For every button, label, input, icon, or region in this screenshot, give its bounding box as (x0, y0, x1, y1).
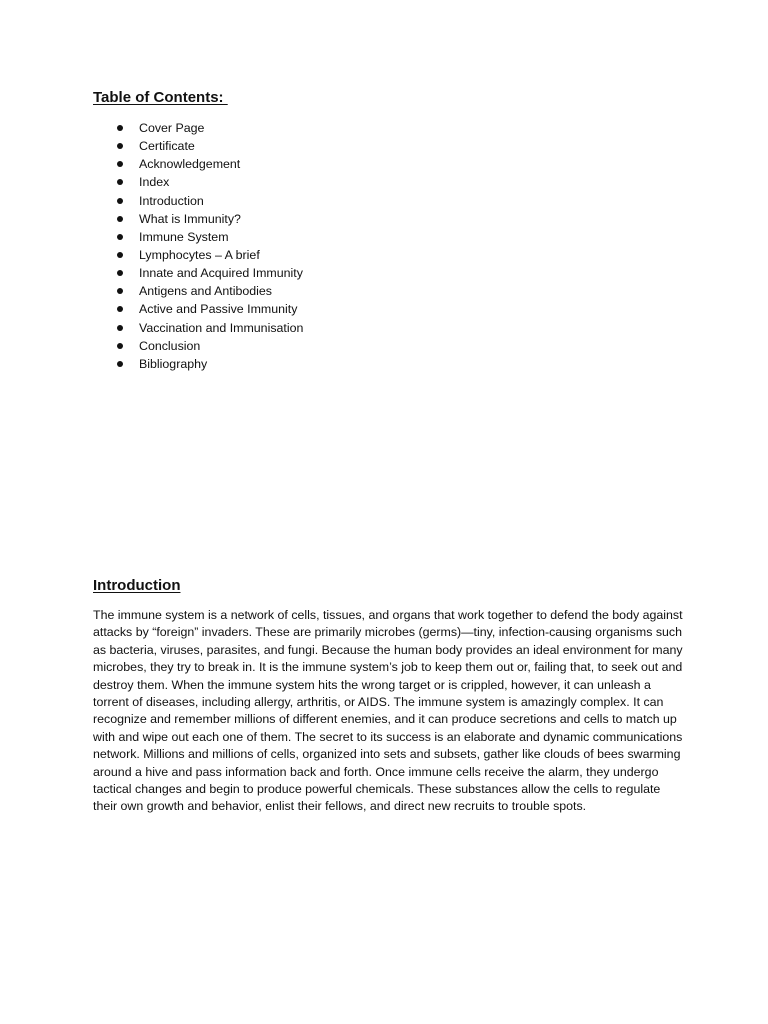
toc-item-label: What is Immunity? (139, 211, 241, 226)
toc-item-label: Introduction (139, 193, 204, 208)
toc-item-label: Vaccination and Immunisation (139, 320, 304, 335)
bullet-icon (117, 125, 123, 131)
toc-item-label: Lymphocytes – A brief (139, 247, 260, 262)
bullet-icon (117, 216, 123, 222)
toc-item-label: Antigens and Antibodies (139, 284, 272, 299)
introduction-heading: Introduction (93, 577, 181, 594)
bullet-icon (117, 270, 123, 276)
bullet-icon (117, 143, 123, 149)
bullet-icon (117, 161, 123, 167)
bullet-icon (117, 288, 123, 294)
bullet-icon (117, 325, 123, 331)
toc-item-label: Bibliography (139, 356, 208, 371)
bullet-icon (117, 361, 123, 367)
toc-item-label: Index (139, 175, 170, 190)
toc-item-label: Active and Passive Immunity (139, 302, 298, 317)
toc-item-label: Innate and Acquired Immunity (139, 266, 303, 281)
bullet-icon (117, 252, 123, 258)
bullet-icon (117, 198, 123, 204)
toc-item-label: Immune System (139, 229, 229, 244)
bullet-icon (117, 234, 123, 240)
toc-title: Table of Contents: (93, 89, 228, 106)
bullet-icon (117, 306, 123, 312)
toc-item-label: Conclusion (139, 338, 201, 353)
toc-item-label: Acknowledgement (139, 157, 241, 172)
toc-item-label: Certificate (139, 139, 195, 154)
introduction-paragraph: The immune system is a network of cells, tissues, and organs that work together to defend the body against attacks by “foreign” invaders. These are primarily microbes (germs)—tiny, infection-causing organisms such as bacteria, viruses, parasites, and fungi. Because the human body provides an ideal environment for many microbes, they try to break in. It is the immune system’s job to keep them out or, failing that, to seek out and destroy them. When the immune system hits the wrong target or is crippled, however, it can unleash a torrent of diseases, including allergy, arthritis, or AIDS. The immune system is amazingly complex. It can recognize and remember millions of different enemies, and it can produce secretions and cells to match up with and wipe out each one of them. The secret to its success is an elaborate and dynamic communications network. Millions and millions of cells, organized into sets and subsets, gather like clouds of bees swarming around a hive and pass information back and forth. Once immune cells receive the alarm, they undergo tactical changes and begin to produce powerful chemicals. These substances allow the cells to regulate their own growth and behavior, enlist their fellows, and direct new recruits to trouble spots. (93, 608, 683, 814)
bullet-icon (117, 179, 123, 185)
bullet-icon (117, 343, 123, 349)
toc-item-label: Cover Page (139, 121, 205, 135)
